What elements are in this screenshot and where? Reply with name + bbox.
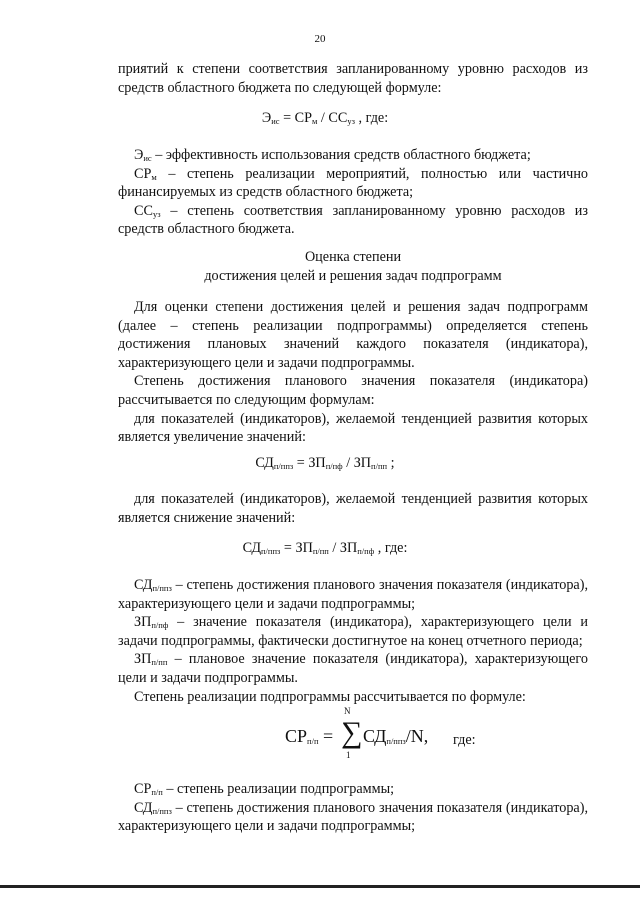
formula-part: = ЗП [293,455,326,471]
formula-where: где: [453,732,476,748]
formula-subscript: п/ппз [386,736,406,746]
formula-subscript: ис [271,116,280,126]
formula-part: ; [387,455,395,471]
formula-subscript: п/ппз [261,546,281,556]
body-block-2 [118,490,588,527]
formula-efficiency [5,110,640,127]
paragraph: Степень реализации подпрограммы рассчитывается по формуле: [134,688,526,705]
definition-symbol: СД [134,577,153,593]
heading-line-2: достижения целей и решения задач подпрограмм [204,267,502,284]
definitions-block-3 [118,780,588,836]
definition-item [118,146,588,165]
scan-edge-line [0,885,640,888]
definition-symbol: СС [134,202,153,219]
formula-part: / ЗП [328,540,358,556]
intro-line-2: средств областного бюджета по следующей формуле: [118,79,442,96]
definition-subscript: п/ппз [152,805,172,816]
definition-subscript: п/пф [151,620,169,631]
definition-symbol: СД [134,799,153,816]
definition-item [118,202,588,239]
definition-text: – значение показателя (индикатора), характеризующего цели и задачи подпрограммы, фактически достигнутое на конец отчетного периода; [118,614,588,649]
definition-text: – степень соответствия запланированному уровню расходов из средств областного бюджета. [118,202,588,238]
formula-symbol: СД [363,726,387,746]
definition-text: – степень достижения планового значения показателя (индикатора), характеризующего цели и задачи подпрограммы; [118,577,588,612]
intro-paragraph [118,60,588,97]
paragraph: Степень достижения планового значения показателя (индикатора) рассчитывается по следующим формулам: [118,373,588,408]
definition-item [118,165,588,202]
definition-text: – эффективность использования средств областного бюджета; [151,147,531,163]
formula-rhs [363,726,428,747]
formula-symbol: СД [242,540,261,556]
definition-subscript: ис [143,153,152,163]
formula-symbol: Э [261,110,272,126]
definition-symbol: Э [134,147,144,163]
heading-line-1: Оценка степени [304,249,402,265]
definition-symbol: СР [134,165,152,182]
definition-item [118,576,588,613]
paragraph: для показателей (индикаторов), желаемой тенденцией развития которых является увеличение значений: [118,410,588,446]
sum-lower-limit: 1 [346,750,351,760]
formula-part: , где: [354,110,389,126]
formula-part: /N, [405,726,429,746]
definition-item [118,799,588,836]
formula-symbol: СД [255,455,274,471]
definition-text: – степень реализации подпрограммы; [162,781,395,797]
definitions-block-1 [118,146,588,239]
formula-subscript: п/ппз [273,461,294,471]
formula-part: = [318,726,334,746]
definition-text: – степень реализации мероприятий, полностью или частично финансируемых из средств областного бюджета; [118,165,588,201]
formula-decrease [5,540,640,557]
formula-subscript: м [311,116,318,126]
definition-subscript: м [151,171,157,182]
formula-subscript: п/пф [357,546,375,556]
formula-subscript: п/пф [325,461,343,471]
definitions-block-2 [118,576,588,706]
definition-symbol: ЗП [134,651,152,668]
formula-lhs [285,726,333,747]
formula-subscript: п/пп [312,546,329,556]
sum-sign: ∑ [341,716,363,749]
formula-part: , где: [374,540,408,556]
intro-line-1: приятий к степени соответствия запланированному уровню расходов из [118,61,588,77]
formula-subscript: п/п [307,736,319,746]
definition-text: – степень достижения планового значения показателя (индикатора), характеризующего цели и задачи подпрограммы; [118,799,588,835]
formula-part: = СР [279,110,312,126]
formula-increase [5,455,640,472]
definition-subscript: п/п [151,787,163,797]
formula-subprogram-realization [285,706,605,764]
definition-subscript: уз [152,208,161,219]
definition-subscript: п/ппз [152,583,172,593]
page-number: 20 [314,33,326,45]
formula-part: = ЗП [280,540,313,556]
definition-text: – плановое значение показателя (индикатора), характеризующего цели и задачи подпрограммы. [118,651,588,686]
formula-part: / СС [317,110,348,126]
paragraph: Для оценки степени достижения целей и решения задач подпрограмм (далее – степень реализации подпрограммы) определяется степень достижения плановых значений каждого показателя (индикатора), характеризующего цели и задачи подпрограммы. [118,299,588,371]
formula-symbol: СР [285,726,308,746]
body-block-1 [118,298,588,447]
section-heading [118,248,588,285]
sum-upper-limit: N [344,706,351,716]
definition-symbol: СР [134,781,152,797]
formula-subscript: п/пп [371,461,388,471]
definition-symbol: ЗП [134,614,152,631]
paragraph: для показателей (индикаторов), желаемой тенденцией развития которых является снижение значений: [118,491,588,526]
formula-subscript: уз [347,116,355,126]
definition-item [118,613,588,650]
definition-item [118,780,588,799]
definition-item [118,650,588,687]
definition-subscript: п/пп [151,657,168,668]
formula-part: / ЗП [342,455,372,471]
